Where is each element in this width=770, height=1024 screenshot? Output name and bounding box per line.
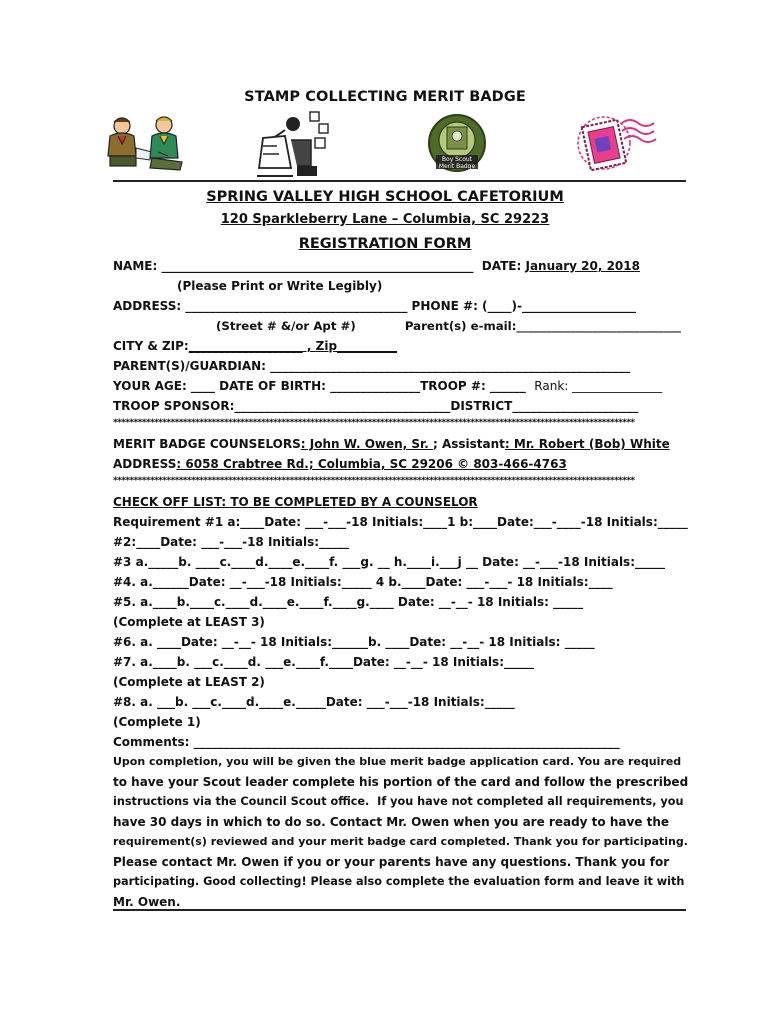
requirement-1[interactable]: Requirement #1 a:____Date: ___-___-18 Initials:____1 b:____Date:___-____-18 Initials:_____ (113, 515, 688, 529)
requirement-5[interactable]: #5. a.____b.____c.____d.____e.____f.____g.____ Date: __-__- 18 Initials: _____ (113, 595, 584, 609)
name-row: NAME: ____________________________________________________ DATE: January 20, 2018 (113, 259, 640, 273)
requirement-5-note: (Complete at LEAST 3) (113, 615, 265, 629)
address-field[interactable]: _____________________________________ (185, 299, 408, 313)
address-row: ADDRESS: _____________________________________ PHONE #: (____)-___________________ (113, 299, 636, 313)
comments-row: Comments: _______________________________________________________________________ (113, 735, 620, 749)
closing-line-7: participating. Good collecting! Please also complete the evaluation form and leave it with (113, 875, 685, 888)
closing-line-5: requirement(s) reviewed and your merit badge card completed. Thank you for participating. (113, 835, 688, 848)
requirement-7-note: (Complete at LEAST 2) (113, 675, 265, 689)
comments-field[interactable]: _______________________________________________________________________ (193, 735, 620, 749)
venue-address: 120 Sparkleberry Lane – Columbia, SC 29223 (220, 212, 550, 227)
page-title: STAMP COLLECTING MERIT BADGE (244, 89, 526, 105)
closing-line-2: to have your Scout leader complete his portion of the card and follow the prescribed (113, 775, 689, 789)
closing-line-4: have 30 days in which to do so. Contact Mr. Owen when you are ready to have the (113, 815, 670, 829)
requirement-8[interactable]: #8. a. ___b. ___c.____d.____e._____Date: ___-___-18 Initials:_____ (113, 695, 515, 709)
closing-line-1: Upon completion, you will be given the blue merit badge application card. You are required (113, 755, 682, 768)
district-field[interactable]: _____________________ (512, 399, 639, 413)
phone-field[interactable]: (____)-___________________ (482, 299, 636, 313)
guardian-row: PARENT(S)/GUARDIAN: ____________________________________________________________ (113, 359, 631, 373)
requirement-4[interactable]: #4. a.______Date: __-___-18 Initials:_____ 4 b.____Date: ___-___- 18 Initials:____ (113, 575, 613, 589)
parent-email-field[interactable]: ____________________________ (516, 319, 681, 333)
separator-stars-2: ******************************************************************************************************************************* (113, 476, 635, 486)
sponsor-field[interactable]: ____________________________________ (234, 399, 451, 413)
scientist-clipart (255, 110, 335, 178)
street-note-row: (Street # &/or Apt #) Parent(s) e-mail:____________________________ (216, 319, 681, 333)
event-date: January 20, 2018 (525, 259, 640, 273)
requirement-2[interactable]: #2:____Date: ___-___-18 Initials:_____ (113, 535, 350, 549)
closing-line-6: Please contact Mr. Owen if you or your parents have any questions. Thank you for (113, 855, 670, 869)
checklist-heading: CHECK OFF LIST: TO BE COMPLETED BY A COUNSELOR (113, 495, 478, 509)
footer-divider (113, 909, 686, 911)
counselors-row: MERIT BADGE COUNSELORS: John W. Owen, Sr. ; Assistant: Mr. Robert (Bob) White (113, 437, 670, 451)
phone-icon: © (457, 457, 470, 471)
postage-stamp-clipart (566, 113, 666, 179)
sponsor-row: TROOP SPONSOR:____________________________________DISTRICT_____________________ (113, 399, 639, 413)
name-field[interactable]: ____________________________________________________ (161, 259, 474, 273)
rank-field[interactable]: Rank: _______________ (534, 379, 663, 393)
merit-badge-icon (427, 113, 487, 173)
venue-name: SPRING VALLEY HIGH SCHOOL CAFETORIUM (206, 189, 564, 205)
badge-text-line2: Merit Badge (438, 163, 476, 170)
requirement-8-note: (Complete 1) (113, 715, 201, 729)
guardian-field[interactable]: ____________________________________________________________ (270, 359, 631, 373)
requirement-6[interactable]: #6. a. ____Date: __-__- 18 Initials:______b. ____Date: __-__- 18 Initials: _____ (113, 635, 595, 649)
badge-text-line1: Boy Scout (441, 156, 473, 163)
closing-line-8: Mr. Owen. (113, 895, 181, 909)
age-dob-troop-fields[interactable]: YOUR AGE: ____ DATE OF BIRTH: _______________TROOP #: ______ (113, 379, 535, 393)
age-dob-troop-row (113, 376, 662, 396)
city-zip-row: CITY & ZIP:___________________ , Zip__________ (113, 339, 398, 353)
counselor-address-row: ADDRESS: 6058 Crabtree Rd.; Columbia, SC 29206 © 803-466-4763 (113, 457, 567, 471)
separator-stars: ******************************************************************************************************************************* (113, 418, 635, 428)
requirement-3[interactable]: #3 a._____b. ____c.____d.____e.____f. ___g. __ h.____i.___j __ Date: __-___-18 Initials:_____ (113, 555, 665, 569)
closing-line-3: instructions via the Council Scout office. If you have not completed all requirements, you (113, 795, 684, 808)
form-title: REGISTRATION FORM (298, 236, 472, 252)
requirement-7[interactable]: #7. a.____b. ___c.____d. ___e.____f.____Date: __-__- 18 Initials:_____ (113, 655, 534, 669)
zip-field[interactable]: Zip__________ (315, 339, 398, 353)
print-note: (Please Print or Write Legibly) (177, 279, 383, 293)
city-field[interactable]: ___________________ (188, 339, 303, 353)
scouts-clipart (98, 112, 190, 174)
header-divider (113, 180, 686, 182)
